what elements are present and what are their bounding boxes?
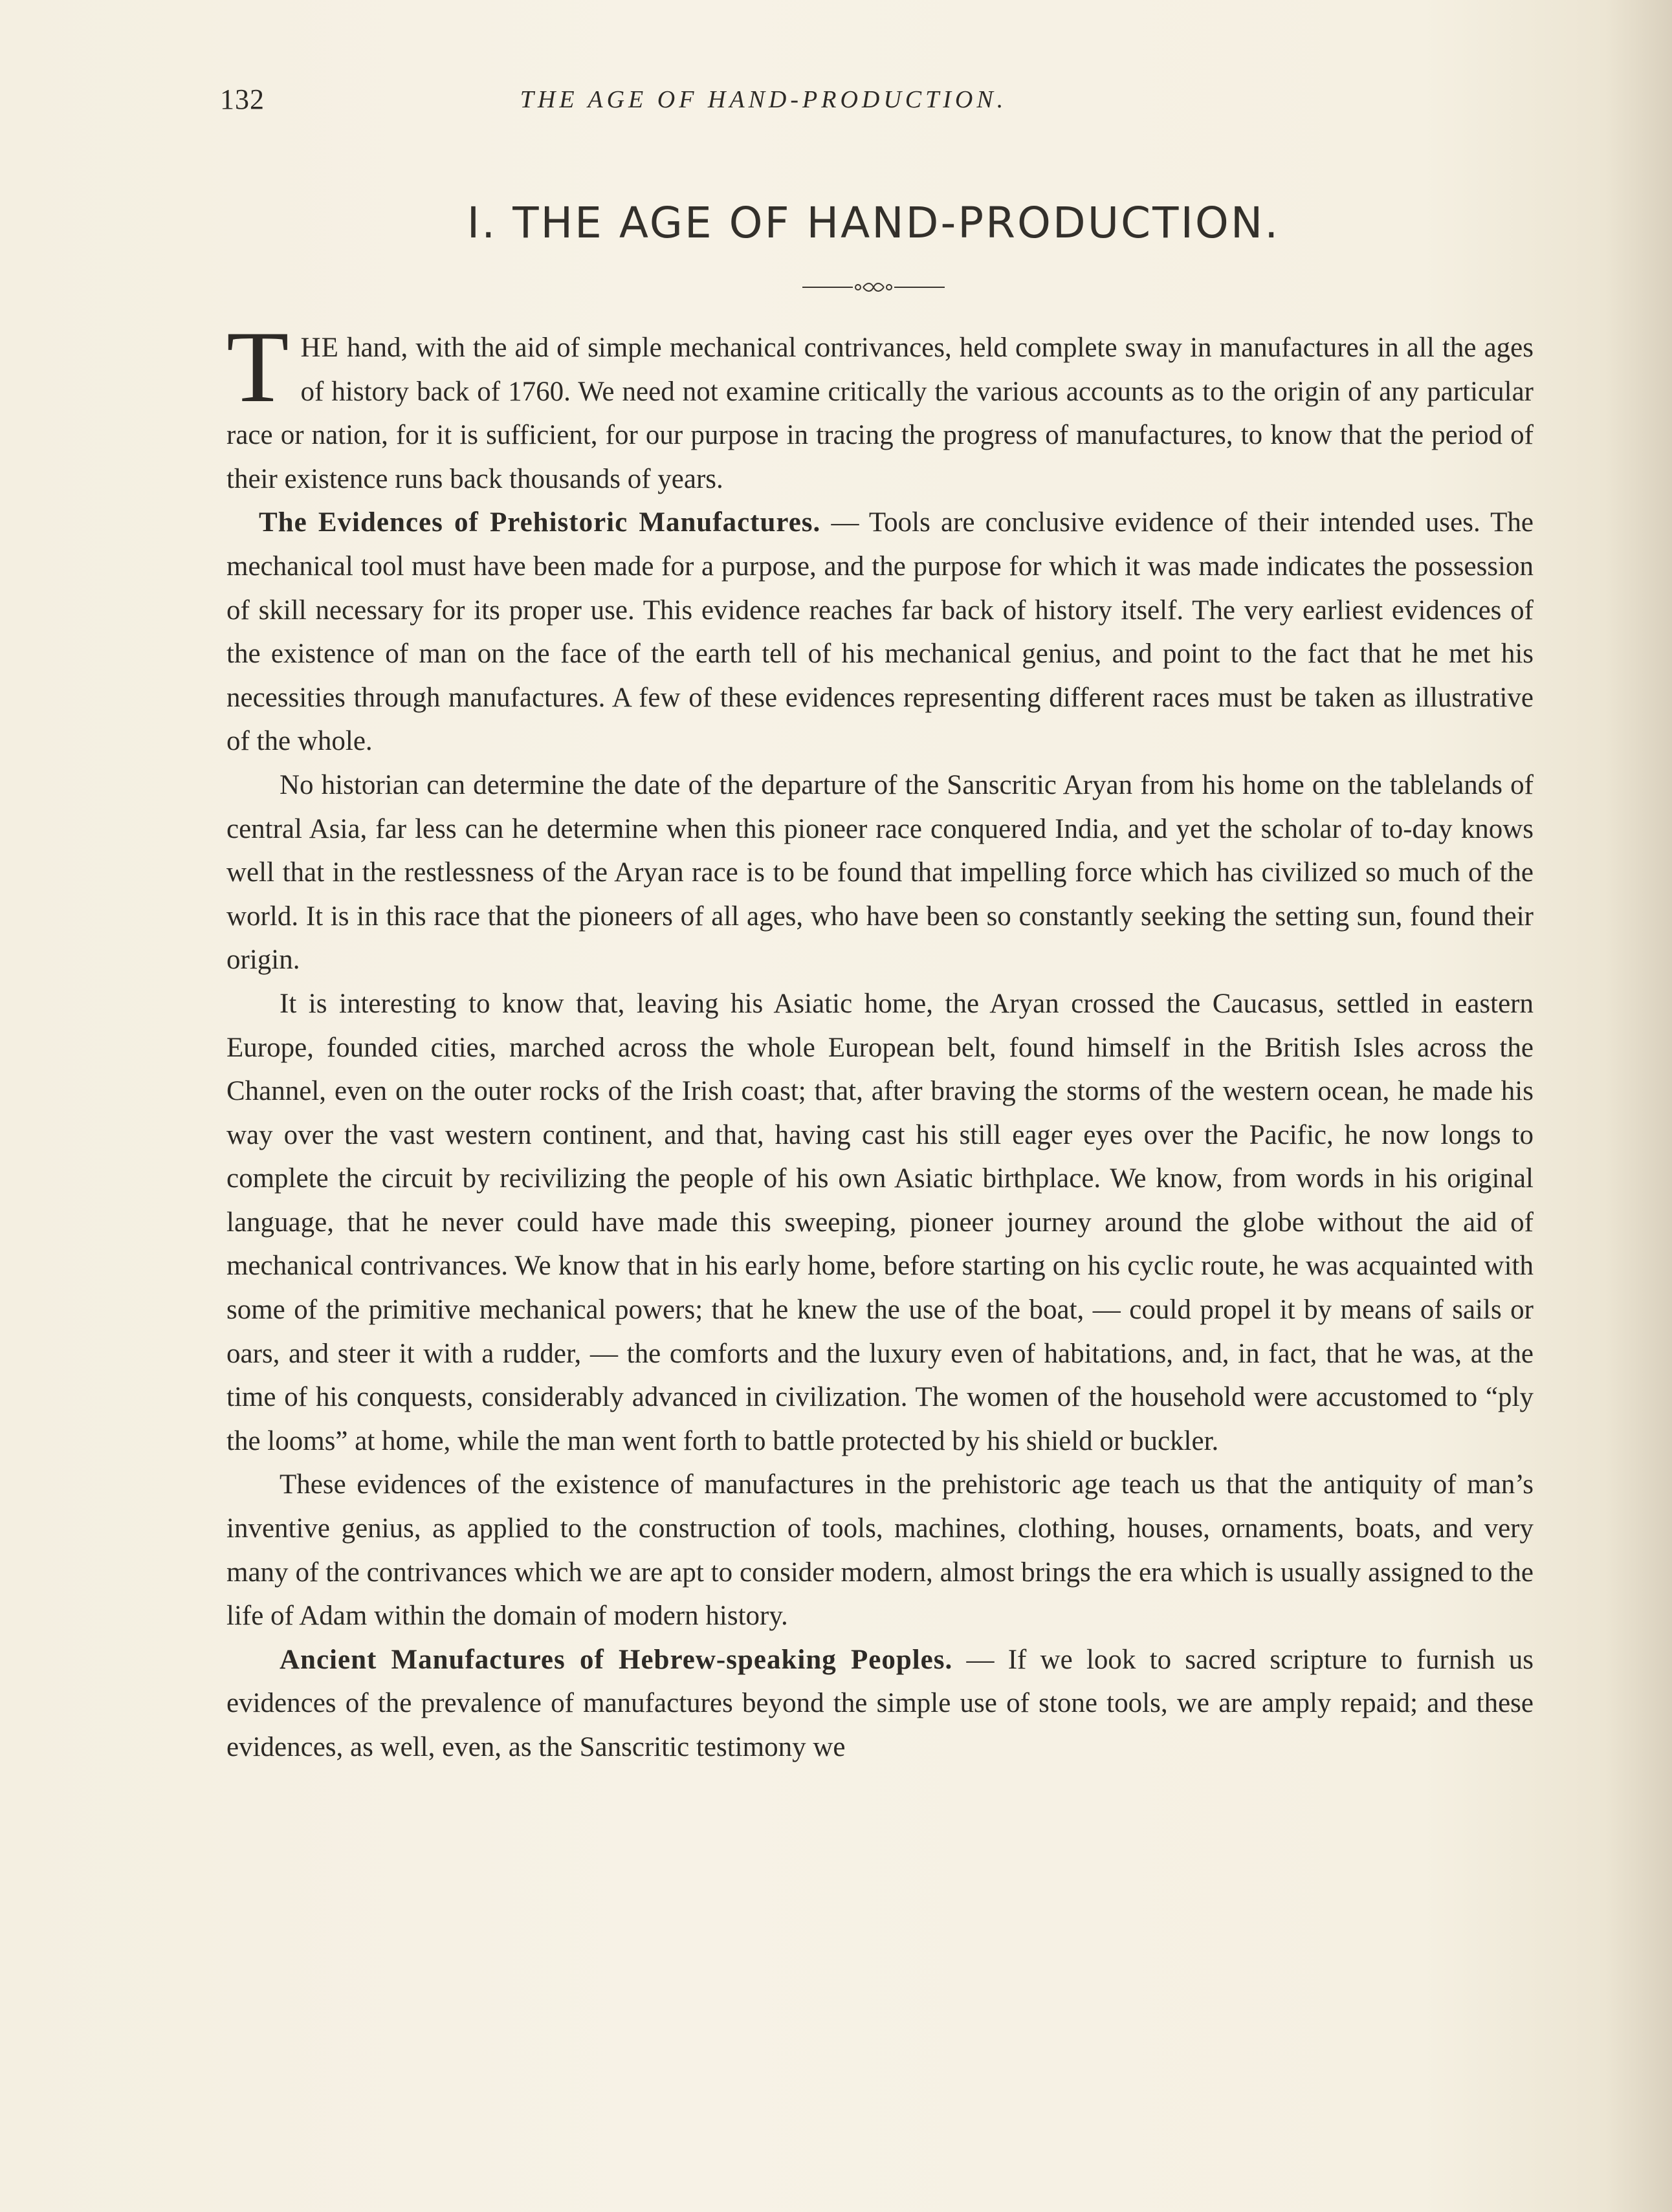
intro-text: hand, with the aid of simple mechanical contrivances, held complete sway in manufactures in all the ages of history back of 1760. We need not examine critically the various accounts as to the origin of any particular race or nation, for it is sufficient, for our purpose in tracing the progress of manufactures, to know that the period of their existence runs back thousands of years. — [226, 333, 1534, 494]
chapter-title: I. THE AGE OF HAND-PRODUCTION. — [467, 198, 1281, 248]
running-title: THE AGE OF HAND-PRODUCTION. — [520, 86, 1007, 113]
running-head — [220, 83, 1307, 122]
paragraph-journey: It is interesting to know that, leaving his Asiatic home, the Aryan crossed the Caucasus, settled in eastern Europe, founded cities, marched across the whole European belt, found himself in the British Isles across the Channel, even on the outer rocks of the Irish coast; that, after braving the storms of the western ocean, he made his way over the vast western continent, and that, having cast his still eager eyes over the Pacific, he now longs to complete the circuit by recivilizing the people of his own Asiatic birthplace. We know, from words in his original language, that he never could have made this sweeping, pioneer journey around the globe without the aid of mechanical contrivances. We know that in his early home, before starting on his cyclic route, he was acquainted with some of the primitive mechanical powers; that he knew the use of the boat, — could propel it by means of sails or oars, and steer it with a rudder, — the comforts and the luxury even of habitations, and, in fact, that he was, at the time of his conquests, considerably advanced in civilization. The women of the household were accustomed to “ply the looms” at home, while the man went forth to battle protected by his shield or buckler. — [226, 988, 1534, 1456]
drop-cap: T — [226, 311, 289, 424]
section-heading-prehistoric: The Evidences of Prehistoric Manufactures. — [259, 507, 821, 538]
intro-lead: HE — [300, 333, 339, 363]
paragraph-hebrew — [226, 1638, 1534, 1769]
page-number: 132 — [220, 83, 265, 115]
hebrew-text: — If we look to sacred scripture to furnish us evidences of the prevalence of manufactures beyond the simple use of stone tools, we are amply repaid; and these evidences, as well, even, as the Sanscritic testimony we — [226, 1644, 1534, 1762]
paragraph-prehistoric — [226, 501, 1534, 763]
body-text — [226, 311, 1534, 1769]
section-heading-hebrew: Ancient Manufactures of Hebrew-speaking Peoples. — [280, 1644, 953, 1675]
paragraph-antiquity: These evidences of the existence of manufactures in the prehistoric age teach us that the antiquity of man’s inventive genius, as applied to the construction of tools, machines, clothing, houses, ornaments, boats, and very many of the contrivances which we are apt to consider modern, almost brings the era which is usually assigned to the life of Adam within the domain of modern history. — [226, 1469, 1534, 1632]
prehistoric-text: — Tools are conclusive evidence of their intended uses. The mechanical tool must have been made for a purpose, and the purpose for which it was made indicates the possession of skill necessary for its proper use. This evidence reaches far back of history itself. The very earliest evidences of the existence of man on the face of the earth tell of his mechanical genius, and point to the fact that he met his necessities through manufactures. A few of these evidences representing different races must be taken as illustrative of the whole. — [226, 507, 1534, 757]
paragraph-intro — [226, 311, 1534, 501]
paragraph-aryan: No historian can determine the date of the departure of the Sanscritic Aryan from his home on the tablelands of central Asia, far less can he determine when this pioneer race conquered India, and yet the scholar of to-day knows well that in the restlessness of the Aryan race is to be found that impelling force which has civilized so much of the world. It is in this race that the pioneers of all ages, who have been so constantly seeking the setting sun, found their origin. — [226, 769, 1534, 976]
ornament-divider-icon — [802, 279, 945, 295]
